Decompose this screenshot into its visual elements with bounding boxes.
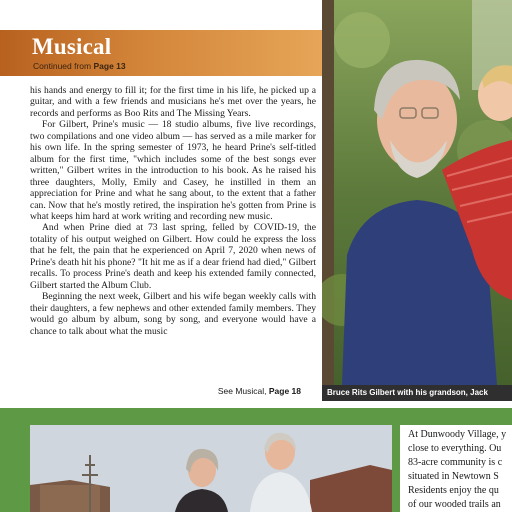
article-paragraph: Beginning the next week, Gilbert and his wife began weekly calls with their daughters, a few nephews and other extended family members. They would go album by album, song by song, and everyone would have a chance to talk about what the music xyxy=(30,291,316,337)
jump-page: Page 18 xyxy=(268,386,301,396)
ad-text-line: Residents enjoy the qu xyxy=(408,485,499,496)
feature-photo-art xyxy=(322,0,512,385)
continued-page: Page 13 xyxy=(93,61,126,71)
ad-text-line: close to everything. Ou xyxy=(408,443,502,454)
ad-photo-art xyxy=(30,425,392,512)
ad-text-line: At Dunwoody Village, y xyxy=(408,429,507,440)
feature-photo xyxy=(322,0,512,385)
article-paragraph: And when Prine died at 73 last spring, felled by COVID-19, the totality of his output weighed on Gilbert. How could he express the loss that he felt, the pain that he experienced on April 7, 2020 when news of Prine's death hit his phone? "It hit me as if a dear friend had died," Gilbert recalls. To process Prine's death and keep his extended family connected, Gilbert started the Album Club. xyxy=(30,222,316,291)
jump-line xyxy=(218,386,301,396)
article-body xyxy=(30,85,316,337)
article-paragraph: For Gilbert, Prine's music — 18 studio albums, five live recordings, two compilations and one video album — has served as a mile marker for his own life. In the spring semester of 1973, he heard Prine's self-titled album for the first time, "which includes some of the best songs ever written," Gilbert writes in the introduction to his book. As he raised his three daughters, Molly, Emily and Casey, he instilled in them an appreciation for Prine and what he sang about, to the extent that a father can. Now that he's mostly retired, the inspiration he's gotten from Prine is what keeps him hard at work writing and recording new music. xyxy=(30,119,316,222)
section-banner xyxy=(0,30,322,76)
photo-caption: Bruce Rits Gilbert with his grandson, Jack xyxy=(327,388,488,397)
article-paragraph: his hands and energy to fill it; for the first time in his life, he picked up a guitar, and with a few friends and musicians he's met over the years, he records and performs as Boo Rits and The Missing Years. xyxy=(30,85,316,119)
jump-prefix: See Musical, xyxy=(217,386,269,396)
tree-trunk xyxy=(322,0,334,385)
ad-text-line: 83-acre community is c xyxy=(408,457,503,468)
ad-text-line: of our wooded trails an xyxy=(408,499,501,510)
ad-text-line: situated in Newtown S xyxy=(408,471,499,482)
ad-photo xyxy=(30,425,392,512)
continued-from xyxy=(33,61,126,71)
section-title: Musical xyxy=(32,34,112,59)
continued-prefix: Continued from xyxy=(33,61,94,71)
